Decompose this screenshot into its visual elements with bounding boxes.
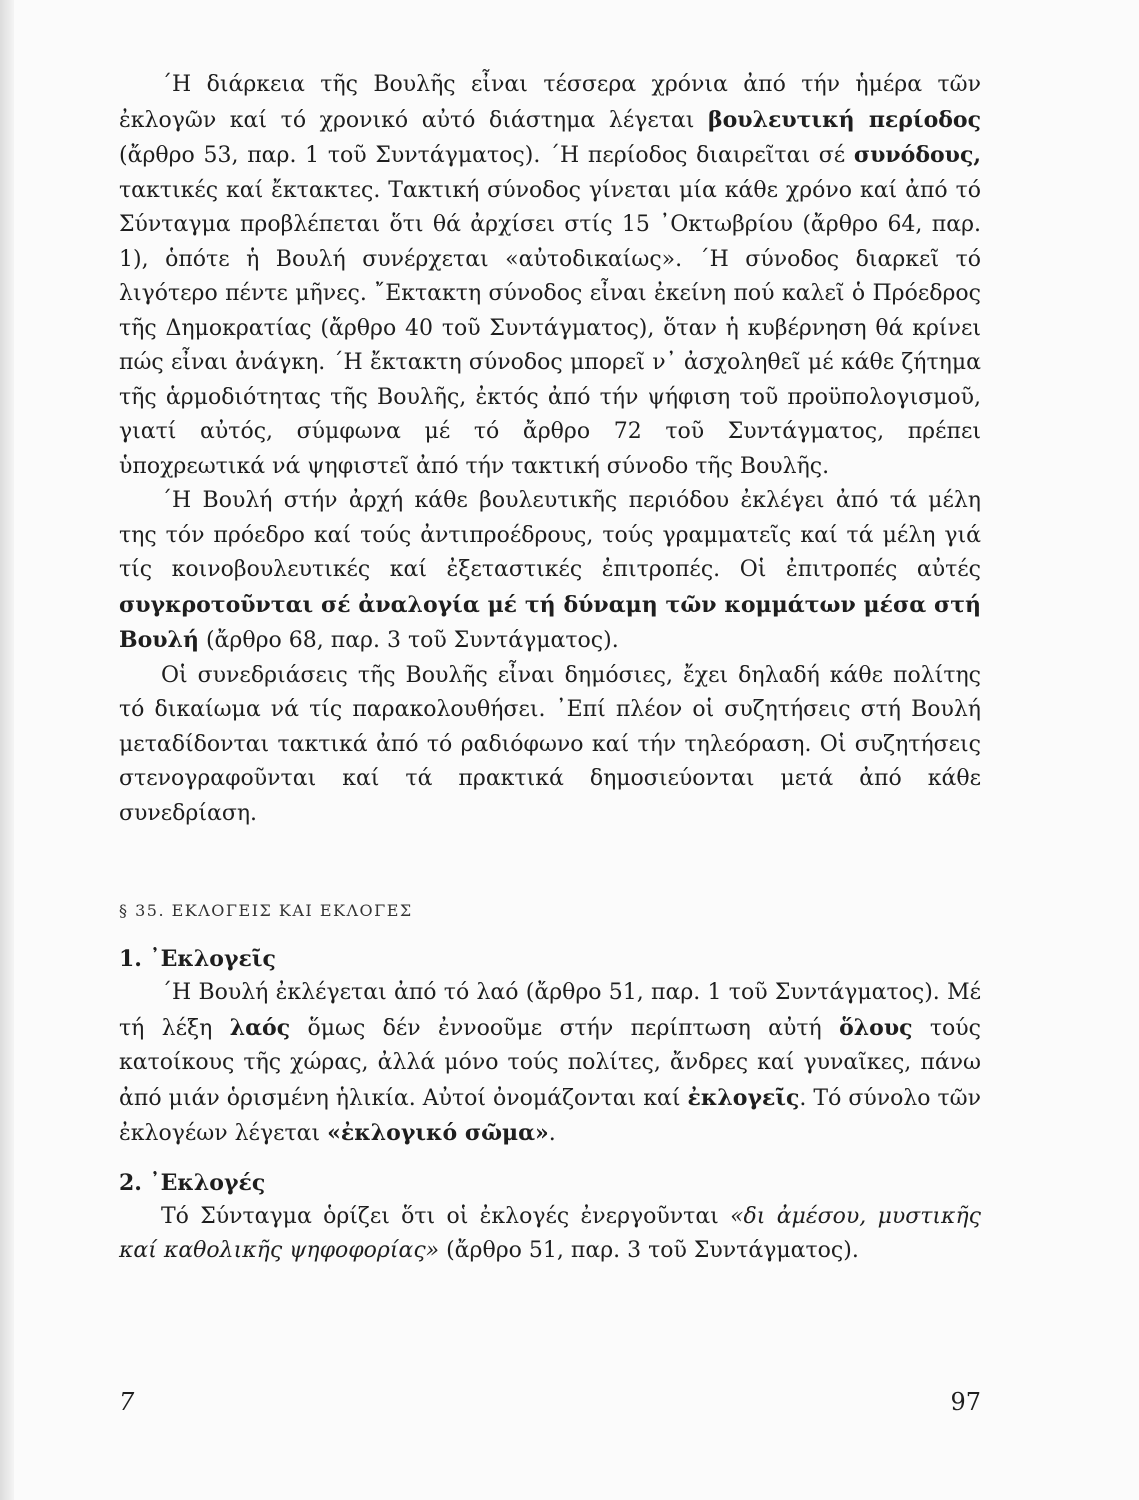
italic-quote: «δι ἀμέσου, μυστικῆς καί καθολικῆς ψηφοφορίας» (119, 1203, 981, 1263)
subheading-elections: 2. ᾿Εκλογές (119, 1169, 266, 1196)
text-run: τακτικές καί ἔκτακτες. Τακτική σύνοδος γίνεται μία κάθε χρόνο καί ἀπό τό Σύνταγμα προβλέπεται ὅτι θά ἀρχίσει στίς 15 ᾿Οκτωβρίου (ἄρθρο 64, παρ. 1), ὁπότε ἡ Βουλή συνέρχεται «αὐτοδικαίως». ΄Η σύνοδος διαρκεῖ τό λιγότερο πέντε μῆνες. ῎Εκτακτη σύνοδος εἶναι ἐκείνη πού καλεῖ ὁ Πρόεδρος τῆς Δημοκρατίας (ἄρθρο 40 τοῦ Συντάγματος), ὅταν ἡ κυβέρνηση θά κρίνει πώς εἶναι ἀνάγκη. ΄Η ἔκτακτη σύνοδος μπορεῖ ν᾿ ἀσχοληθεῖ μέ κάθε ζήτημα τῆς ἁρμοδιότητας τῆς Βουλῆς, ἐκτός ἀπό τήν ψήφιση τοῦ προϋπολογισμοῦ, γιατί αὐτός, σύμφωνα μέ τό ἄρθρο 72 τοῦ Συντάγματος, πρέπει ὑποχρεωτικά νά ψηφιστεῖ ἀπό τήν τακτική σύνοδο τῆς Βουλῆς. (119, 177, 981, 479)
text-run: Οἱ συνεδριάσεις τῆς Βουλῆς εἶναι δημόσιες, ἔχει δηλαδή κάθε πολίτης τό δικαίωμα νά τίς παρακολουθήσει. ᾿Επί πλέον οἱ συζητήσεις στή Βουλή μεταδίδονται τακτικά ἀπό τό ραδιόφωνο καί τήν τηλεόραση. Οἱ συζητήσεις στενογραφοῦνται καί τά πρακτικά δημοσιεύονται μετά ἀπό κάθε συνεδρίαση. (119, 662, 981, 826)
bold-term: συνόδους, (853, 142, 981, 168)
paragraph-parliament-term (119, 68, 981, 484)
bold-term: λαός (229, 1014, 291, 1041)
text-run: Τό Σύνταγμα ὁρίζει ὅτι οἱ ἐκλογές ἐνεργοῦνται (161, 1203, 731, 1229)
bold-term: «ἐκλογικό σῶμα» (327, 1120, 549, 1146)
page-body (119, 68, 981, 1269)
text-run: . Τό σύνολο τῶν ἐκλογέων λέγεται (119, 1085, 981, 1146)
text-run: (ἄρθρο 53, παρ. 1 τοῦ Συντάγματος). ΄Η περίοδος διαιρεῖται σέ (119, 143, 854, 168)
page-number: 97 (950, 1388, 981, 1416)
text-run: ὅμως δέν ἐννοοῦμε στήν περίπτωση αὐτή (290, 1015, 840, 1041)
text-run: ΄Η Βουλή ἐκλέγεται ἀπό τό λαό (ἄρθρο 51, παρ. 1 τοῦ Συντάγματος). Μέ τή λέξη (119, 980, 981, 1041)
bold-term: ἐκλογεῖς (687, 1084, 800, 1111)
text-run: (ἄρθρο 68, παρ. 3 τοῦ Συντάγματος). (198, 628, 619, 653)
bold-term: ὅλους (839, 1014, 913, 1041)
text-run: ΄Η Βουλή στήν ἀρχή κάθε βουλευτικῆς περιόδου ἐκλέγει ἀπό τά μέλη της τόν πρόεδρο καί τούς ἀντιπροέδρους, τούς γραμματεῖς καί τά μέλη γιά τίς κοινοβουλευτικές καί ἐξεταστικές ἐπιτροπές. Οἱ ἐπιτροπές αὐτές (119, 488, 981, 582)
paragraph-voters (119, 976, 981, 1152)
paragraph-public-sessions (119, 659, 981, 832)
paragraph-parliament-officers (119, 484, 981, 659)
paragraph-elections (119, 1200, 981, 1269)
text-run: τούς κατοίκους τῆς χώρας, ἀλλά μόνο τούς πολίτες, ἄνδρες καί γυναῖκες, πάνω ἀπό μιάν ὁρισμένη ἡλικία. Αὐτοί ὀνομάζονται καί (119, 1015, 981, 1111)
bold-term: συγκροτοῦνται σέ ἀναλογία μέ τή δύναμη τῶν κομμάτων μέσα στή Βουλή (119, 591, 981, 653)
text-run: (ἄρθρο 51, παρ. 3 τοῦ Συντάγματος). (439, 1238, 859, 1263)
text-run: ΄Η διάρκεια τῆς Βουλῆς εἶναι τέσσερα χρόνια ἀπό τήν ἡμέρα τῶν ἐκλογῶν καί τό χρονικό αὐτό διάστημα λέγεται (119, 72, 981, 133)
bold-term: βουλευτική περίοδος (708, 106, 981, 133)
subheading-voters: 1. ᾿Εκλογεῖς (119, 946, 276, 972)
section-title: § 35. ΕΚΛΟΓΕΙΣ ΚΑΙ ΕΚΛΟΓΕΣ (119, 901, 413, 920)
binding-edge (0, 0, 14, 1500)
sheet-mark: 7 (119, 1388, 135, 1416)
text-run: . (548, 1121, 556, 1146)
